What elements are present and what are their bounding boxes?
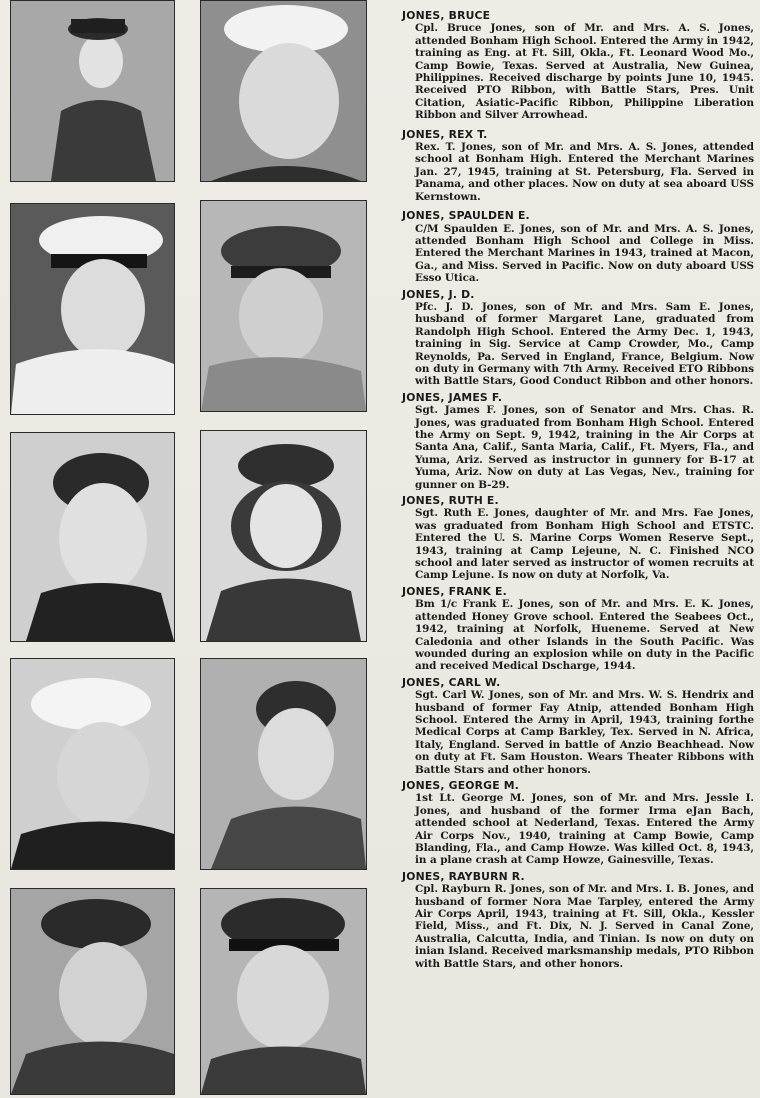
entry-bio: Bm 1/c Frank E. Jones, son of Mr. and Mrs. E. K. Jones, attended Honey Grove school. Entered the Seabees Oct., 1942, training at Norfolk, Hueneme. Served at New Caledonia and other Islands in the South Pacific. Was wounded during an explosion while on duty in the Pacific and received Medical Dscharge, 1944. [415, 598, 754, 673]
entry-name: JONES, J. D. [402, 287, 475, 301]
biography-column [402, 10, 754, 970]
entry-name: JONES, RAYBURN R. [402, 869, 525, 883]
entry-name: JONES, JAMES F. [402, 390, 503, 404]
entry-name: JONES, GEORGE M. [402, 778, 520, 792]
bio-entry [402, 210, 754, 284]
portrait-frank-jones [10, 658, 175, 870]
portrait-carl-jones [200, 658, 367, 870]
bio-entry [402, 677, 754, 776]
entry-bio: Rex. T. Jones, son of Mr. and Mrs. A. S. Jones, attended school at Bonham High. Entered the Merchant Marines Jan. 27, 1945, training at St. Petersburg, Fla. Served in Panama, and other places. Now on duty at sea aboard USS Kernstown. [415, 141, 754, 203]
entry-bio: Cpl. Bruce Jones, son of Mr. and Mrs. A. S. Jones, attended Bonham High School. Entered the Army in 1942, training as Eng. at Ft. Sill, Okla., Ft. Leonard Wood Mo., Camp Bowie, Texas. Served at Australia, New Guinea, Philippines. Received discharge by points June 10, 1945. Received PTO Ribbon, with Battle Stars, Pres. Unit Citation, Asiatic-Pacific Ribbon, Philippine Liberation Ribbon and Silver Arrowhead. [415, 22, 754, 122]
entry-bio: Sgt. Carl W. Jones, son of Mr. and Mrs. W. S. Hendrix and husband of former Fay Atnip, attended Bonham High School. Entered the Army in April, 1943, training forthe Medical Corps at Camp Barkley, Tex. Served in N. Africa, Italy, England. Served in battle of Anzio Beachhead. Now on duty at Ft. Sam Houston. Wears Theater Ribbons with Battle Stars and other honors. [415, 689, 754, 776]
portrait-james-jones [10, 432, 175, 642]
portrait-spaulden-jones [10, 203, 175, 415]
bio-entry [402, 871, 754, 970]
entry-name: JONES, RUTH E. [402, 494, 499, 508]
entry-name: JONES, FRANK E. [402, 584, 507, 598]
entry-bio: Cpl. Rayburn R. Jones, son of Mr. and Mrs. I. B. Jones, and husband of former Nora Mae Tarpley, entered the Army Air Corps April, 1943, training at Ft. Sill, Okla., Kessler Field, Miss., and Ft. Dix, N. J. Served in Canal Zone, Australia, Calcutta, India, and Tinian. Is now on duty on inian Island. Received marksmanship medals, PTO Ribbon with Battle Stars, and other honors. [415, 883, 754, 970]
portrait-rex-jones [200, 0, 367, 182]
entry-name: JONES, SPAULDEN E. [402, 209, 530, 223]
entry-name: JONES, REX T. [402, 127, 488, 141]
entry-bio: Pfc. J. D. Jones, son of Mr. and Mrs. Sam E. Jones, husband of former Margaret Lane, graduated from Randolph High School. Entered the Army Dec. 1, 1943, training in Sig. Service at Camp Crowder, Mo., Camp Reynolds, Pa. Served in England, France, Belgium. Now on duty in Germany with 7th Army. Received ETO Ribbons with Battle Stars, Good Conduct Ribbon and other honors. [415, 300, 754, 388]
portrait-rayburn-jones [200, 888, 367, 1095]
bio-entry [402, 289, 754, 388]
bio-entry [402, 392, 754, 491]
bio-entry [402, 10, 754, 122]
portrait-bruce-jones [10, 0, 175, 182]
entry-bio: Sgt. James F. Jones, son of Senator and Mrs. Chas. R. Jones, was graduated from Bonham High School. Entered the Army on Sept. 9, 1942, training in the Air Corps at Santa Ana, Calif., Santa Maria, Calif., Ft. Myers, Fla., and Yuma, Ariz. Served as instructor in gunnery for B-17 at Yuma, Ariz. Now on duty at Las Vegas, Nev., training for gunner on B-29. [415, 404, 754, 491]
bio-entry [402, 495, 754, 582]
entry-name: JONES, BRUCE [402, 9, 491, 22]
portrait-ruth-jones [200, 430, 367, 642]
entry-bio: C/M Spaulden E. Jones, son of Mr. and Mrs. A. S. Jones, attended Bonham High School and College in Miss. Entered the Merchant Marines in 1943, trained at Macon, Ga., and Miss. Served in Pacific. Now on duty aboard USS Esso Utica. [415, 222, 754, 285]
bio-entry [402, 129, 754, 203]
entry-bio: 1st Lt. George M. Jones, son of Mr. and Mrs. Jessle I. Jones, and husband of the former Irma eJan Bach, attended school at Nederland, Texas. Entered the Army Air Corps Nov., 1940, training at Camp Bowie, Camp Blanding, Fla., and Camp Howze. Was killed Oct. 8, 1943, in a plane crash at Camp Howze, Gainesville, Texas. [415, 792, 754, 867]
bio-entry [402, 586, 754, 673]
portrait-jd-jones [200, 200, 367, 412]
portrait-george-jones [10, 888, 175, 1095]
entry-bio: Sgt. Ruth E. Jones, daughter of Mr. and Mrs. Fae Jones, was graduated from Bonham High School and ETSTC. Entered the U. S. Marine Corps Women Reserve Sept., 1943, training at Camp Lejeune, N. C. Finished NCO school and later served as instructor of women recruits at Camp Lejune. Is now on duty at Norfolk, Va. [415, 507, 754, 582]
entry-name: JONES, CARL W. [402, 675, 501, 689]
bio-entry [402, 780, 754, 867]
